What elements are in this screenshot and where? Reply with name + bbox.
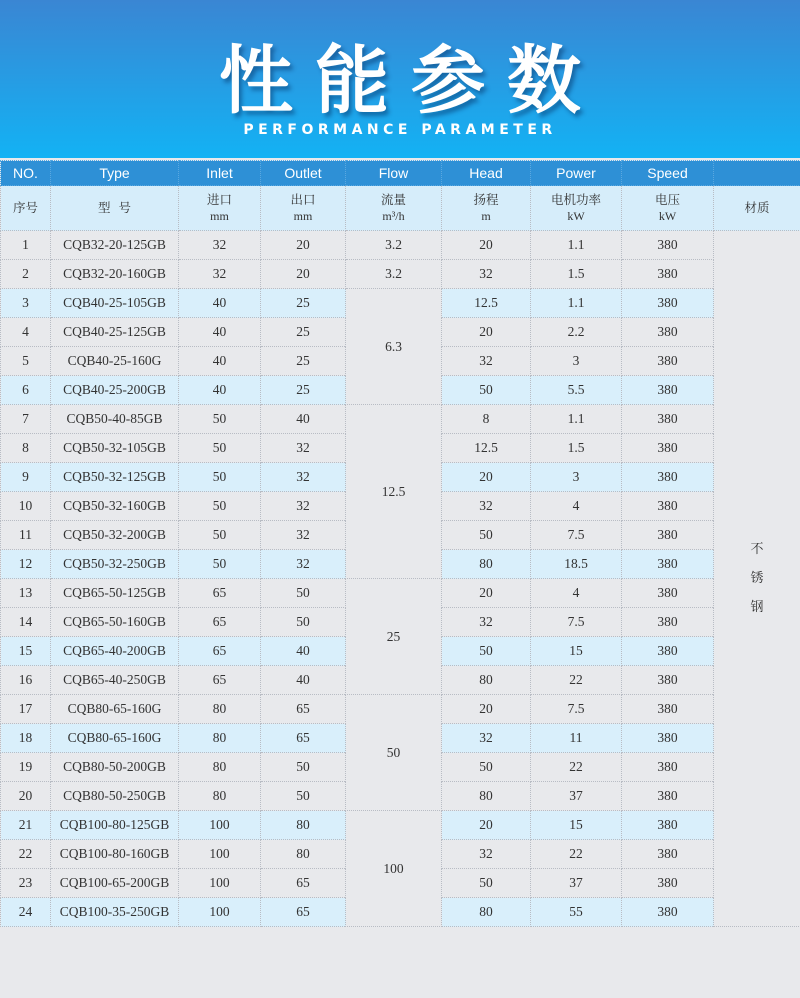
row-type: CQB40-25-160G (51, 347, 179, 376)
row-power: 55 (531, 898, 622, 927)
table-row (1, 231, 800, 260)
row-power: 1.1 (531, 231, 622, 260)
row-number: 18 (1, 724, 51, 753)
column-header-cn (179, 186, 261, 231)
row-inlet: 100 (179, 811, 261, 840)
row-power: 3 (531, 463, 622, 492)
row-number: 7 (1, 405, 51, 434)
row-type: CQB50-32-160GB (51, 492, 179, 521)
row-number: 9 (1, 463, 51, 492)
column-header-cn (531, 186, 622, 231)
row-outlet: 65 (261, 898, 346, 927)
header-unit: kW (658, 209, 677, 223)
row-power: 1.5 (531, 434, 622, 463)
row-outlet: 80 (261, 811, 346, 840)
row-number: 5 (1, 347, 51, 376)
performance-table (0, 160, 800, 927)
row-speed: 380 (622, 898, 714, 927)
row-power: 22 (531, 666, 622, 695)
row-number: 11 (1, 521, 51, 550)
header-label: 电压 (654, 192, 680, 207)
row-head: 32 (442, 724, 531, 753)
column-header-cn (714, 186, 800, 231)
row-inlet: 40 (179, 289, 261, 318)
column-header-cn (442, 186, 531, 231)
row-power: 22 (531, 840, 622, 869)
column-header-en: Flow (346, 161, 442, 186)
column-header-en: Type (51, 161, 179, 186)
row-type: CQB65-40-200GB (51, 637, 179, 666)
row-speed: 380 (622, 231, 714, 260)
row-outlet: 40 (261, 637, 346, 666)
row-number: 15 (1, 637, 51, 666)
row-type: CQB50-32-200GB (51, 521, 179, 550)
header-label: 出口 (290, 192, 316, 207)
header-unit: mm (210, 209, 229, 223)
header-label: 电机功率 (550, 192, 601, 207)
column-header-en: Head (442, 161, 531, 186)
page-subtitle: PERFORMANCE PARAMETER (243, 122, 557, 138)
row-head: 32 (442, 492, 531, 521)
row-type: CQB40-25-105GB (51, 289, 179, 318)
row-speed: 380 (622, 724, 714, 753)
row-speed: 380 (622, 376, 714, 405)
row-inlet: 50 (179, 405, 261, 434)
header-label: 材质 (744, 200, 770, 215)
row-outlet: 50 (261, 608, 346, 637)
row-inlet: 40 (179, 376, 261, 405)
row-outlet: 25 (261, 289, 346, 318)
row-type: CQB100-35-250GB (51, 898, 179, 927)
row-inlet: 65 (179, 608, 261, 637)
row-outlet: 80 (261, 840, 346, 869)
row-power: 18.5 (531, 550, 622, 579)
row-inlet: 80 (179, 724, 261, 753)
table-row (1, 405, 800, 434)
row-outlet: 50 (261, 579, 346, 608)
row-power: 15 (531, 637, 622, 666)
row-inlet: 32 (179, 231, 261, 260)
row-inlet: 40 (179, 318, 261, 347)
row-type: CQB80-65-160G (51, 695, 179, 724)
row-speed: 380 (622, 492, 714, 521)
row-number: 13 (1, 579, 51, 608)
row-speed: 380 (622, 753, 714, 782)
row-speed: 380 (622, 579, 714, 608)
row-power: 5.5 (531, 376, 622, 405)
row-flow: 3.2 (346, 231, 442, 260)
row-number: 10 (1, 492, 51, 521)
header-unit: m³/h (382, 209, 405, 223)
column-header-en: Speed (622, 161, 714, 186)
row-inlet: 32 (179, 260, 261, 289)
row-power: 15 (531, 811, 622, 840)
row-power: 4 (531, 492, 622, 521)
row-outlet: 32 (261, 521, 346, 550)
row-number: 23 (1, 869, 51, 898)
row-head: 80 (442, 550, 531, 579)
page-title: 性能参数 (219, 38, 603, 124)
row-number: 8 (1, 434, 51, 463)
header-unit: mm (293, 209, 313, 223)
row-outlet: 65 (261, 724, 346, 753)
header-unit: kW (567, 209, 585, 223)
row-type: CQB40-25-125GB (51, 318, 179, 347)
header-label: 进口 (206, 192, 232, 207)
header-label: 序号 (12, 200, 38, 215)
row-number: 16 (1, 666, 51, 695)
table-row (1, 579, 800, 608)
row-power: 7.5 (531, 695, 622, 724)
row-head: 50 (442, 753, 531, 782)
row-inlet: 80 (179, 695, 261, 724)
row-flow: 6.3 (346, 289, 442, 405)
header-label: 型 号 (98, 200, 131, 215)
header-unit: m (481, 209, 491, 223)
row-inlet: 50 (179, 521, 261, 550)
column-header-cn (51, 186, 179, 231)
row-outlet: 32 (261, 492, 346, 521)
row-type: CQB32-20-160GB (51, 260, 179, 289)
column-header-cn (1, 186, 51, 231)
row-speed: 380 (622, 318, 714, 347)
row-speed: 380 (622, 521, 714, 550)
row-outlet: 50 (261, 753, 346, 782)
row-speed: 380 (622, 550, 714, 579)
row-power: 22 (531, 753, 622, 782)
row-head: 32 (442, 840, 531, 869)
row-power: 37 (531, 782, 622, 811)
row-type: CQB80-50-250GB (51, 782, 179, 811)
row-inlet: 80 (179, 782, 261, 811)
row-outlet: 65 (261, 869, 346, 898)
row-head: 20 (442, 579, 531, 608)
row-speed: 380 (622, 869, 714, 898)
row-number: 20 (1, 782, 51, 811)
row-power: 3 (531, 347, 622, 376)
row-outlet: 25 (261, 318, 346, 347)
row-power: 7.5 (531, 521, 622, 550)
table-row (1, 289, 800, 318)
row-speed: 380 (622, 289, 714, 318)
row-outlet: 25 (261, 376, 346, 405)
header-row-cn (1, 186, 800, 231)
table-row (1, 695, 800, 724)
row-type: CQB50-32-125GB (51, 463, 179, 492)
row-inlet: 65 (179, 666, 261, 695)
row-speed: 380 (622, 405, 714, 434)
row-inlet: 40 (179, 347, 261, 376)
row-power: 2.2 (531, 318, 622, 347)
row-outlet: 25 (261, 347, 346, 376)
column-header-en: Inlet (179, 161, 261, 186)
row-head: 80 (442, 666, 531, 695)
row-outlet: 40 (261, 666, 346, 695)
row-power: 4 (531, 579, 622, 608)
row-number: 22 (1, 840, 51, 869)
row-number: 2 (1, 260, 51, 289)
row-outlet: 50 (261, 782, 346, 811)
row-inlet: 100 (179, 898, 261, 927)
row-inlet: 50 (179, 492, 261, 521)
material-cell: 不 锈 钢 (714, 231, 800, 927)
row-type: CQB50-40-85GB (51, 405, 179, 434)
row-flow: 100 (346, 811, 442, 927)
row-head: 20 (442, 695, 531, 724)
row-speed: 380 (622, 434, 714, 463)
row-type: CQB100-80-160GB (51, 840, 179, 869)
row-head: 50 (442, 521, 531, 550)
row-flow: 25 (346, 579, 442, 695)
row-speed: 380 (622, 782, 714, 811)
row-outlet: 32 (261, 463, 346, 492)
row-inlet: 100 (179, 840, 261, 869)
table-row (1, 811, 800, 840)
row-power: 11 (531, 724, 622, 753)
row-outlet: 20 (261, 231, 346, 260)
row-inlet: 65 (179, 637, 261, 666)
row-speed: 380 (622, 260, 714, 289)
column-header-cn (261, 186, 346, 231)
row-number: 4 (1, 318, 51, 347)
row-speed: 380 (622, 347, 714, 376)
column-header-en: Power (531, 161, 622, 186)
banner (0, 0, 800, 158)
row-power: 1.1 (531, 289, 622, 318)
table-row (1, 260, 800, 289)
row-type: CQB80-50-200GB (51, 753, 179, 782)
row-head: 20 (442, 318, 531, 347)
row-speed: 380 (622, 840, 714, 869)
column-header-en: NO. (1, 161, 51, 186)
row-inlet: 50 (179, 550, 261, 579)
row-head: 20 (442, 463, 531, 492)
row-flow: 3.2 (346, 260, 442, 289)
column-header-cn (622, 186, 714, 231)
row-type: CQB32-20-125GB (51, 231, 179, 260)
row-head: 32 (442, 608, 531, 637)
row-number: 21 (1, 811, 51, 840)
row-type: CQB50-32-105GB (51, 434, 179, 463)
row-inlet: 80 (179, 753, 261, 782)
header-label: 扬程 (473, 192, 499, 207)
row-speed: 380 (622, 666, 714, 695)
row-number: 19 (1, 753, 51, 782)
row-inlet: 100 (179, 869, 261, 898)
row-speed: 380 (622, 637, 714, 666)
header-label: 流量 (380, 192, 406, 207)
column-header-en (714, 161, 800, 186)
row-outlet: 65 (261, 695, 346, 724)
row-number: 6 (1, 376, 51, 405)
row-number: 14 (1, 608, 51, 637)
row-type: CQB40-25-200GB (51, 376, 179, 405)
column-header-en: Outlet (261, 161, 346, 186)
row-head: 80 (442, 898, 531, 927)
row-flow: 50 (346, 695, 442, 811)
row-type: CQB65-50-160GB (51, 608, 179, 637)
row-outlet: 32 (261, 550, 346, 579)
row-speed: 380 (622, 463, 714, 492)
row-type: CQB65-50-125GB (51, 579, 179, 608)
row-head: 20 (442, 811, 531, 840)
row-head: 50 (442, 637, 531, 666)
row-head: 32 (442, 260, 531, 289)
row-number: 3 (1, 289, 51, 318)
row-head: 32 (442, 347, 531, 376)
row-head: 20 (442, 231, 531, 260)
row-outlet: 20 (261, 260, 346, 289)
row-type: CQB50-32-250GB (51, 550, 179, 579)
row-number: 1 (1, 231, 51, 260)
row-type: CQB100-65-200GB (51, 869, 179, 898)
row-outlet: 32 (261, 434, 346, 463)
header-row-en (1, 161, 800, 186)
row-speed: 380 (622, 608, 714, 637)
row-number: 12 (1, 550, 51, 579)
column-header-cn (346, 186, 442, 231)
row-speed: 380 (622, 695, 714, 724)
row-speed: 380 (622, 811, 714, 840)
row-type: CQB80-65-160G (51, 724, 179, 753)
row-type: CQB100-80-125GB (51, 811, 179, 840)
row-head: 50 (442, 376, 531, 405)
row-type: CQB65-40-250GB (51, 666, 179, 695)
row-power: 7.5 (531, 608, 622, 637)
row-number: 24 (1, 898, 51, 927)
row-outlet: 40 (261, 405, 346, 434)
row-number: 17 (1, 695, 51, 724)
row-power: 1.5 (531, 260, 622, 289)
row-inlet: 50 (179, 434, 261, 463)
row-head: 12.5 (442, 434, 531, 463)
row-head: 8 (442, 405, 531, 434)
row-inlet: 65 (179, 579, 261, 608)
row-inlet: 50 (179, 463, 261, 492)
row-head: 80 (442, 782, 531, 811)
row-power: 37 (531, 869, 622, 898)
row-power: 1.1 (531, 405, 622, 434)
row-flow: 12.5 (346, 405, 442, 579)
row-head: 12.5 (442, 289, 531, 318)
row-head: 50 (442, 869, 531, 898)
